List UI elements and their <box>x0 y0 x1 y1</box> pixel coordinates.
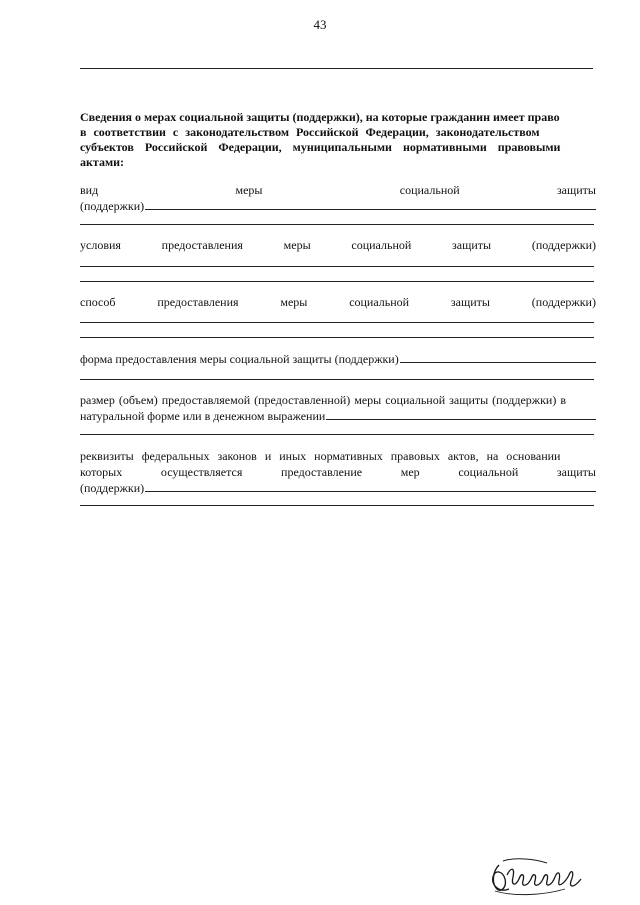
word: защиты <box>452 238 492 252</box>
field-razmer-line1 <box>80 392 596 408</box>
field-rekvizity-line1 <box>80 448 596 464</box>
word: социальной <box>399 183 460 197</box>
signature <box>485 853 585 898</box>
field-rekvizity-line2 <box>80 464 596 480</box>
heading-line-text: субъектов Российской Федерации, муниципальными нормативными правовыми <box>80 140 561 154</box>
header-rule <box>80 68 593 69</box>
field-rekvizity-label-3: (поддержки) <box>80 481 145 495</box>
field-razmer-line2 <box>80 408 596 424</box>
heading-line-text: в соответствии с законодательством Российской Федерации, законодательством <box>80 125 540 139</box>
field-usloviya-line1 <box>80 237 596 253</box>
heading-line <box>80 110 596 125</box>
word: социальной <box>349 295 410 309</box>
heading-line <box>80 125 596 140</box>
word: предоставление <box>281 465 363 479</box>
heading-line-text: Сведения о мерах социальной защиты (поддержки), на которые гражданин имеет право <box>80 110 560 124</box>
field-rekvizity <box>80 448 596 496</box>
word: социальной <box>351 238 412 252</box>
field-vid-extra-line[interactable] <box>80 224 594 225</box>
section-heading <box>80 110 596 170</box>
word: предоставления <box>157 295 239 309</box>
word: осуществляется <box>160 465 243 479</box>
field-razmer-input-line[interactable] <box>326 408 596 420</box>
word: защиты <box>556 465 596 479</box>
field-vid-line2 <box>80 198 596 214</box>
field-vid-line1 <box>80 182 596 198</box>
field-forma-line1 <box>80 351 596 367</box>
word: (поддержки) <box>531 295 596 309</box>
word: защиты <box>556 183 596 197</box>
field-razmer-extra-line[interactable] <box>80 434 594 435</box>
field-razmer <box>80 392 596 424</box>
field-forma <box>80 351 596 367</box>
field-vid-label: (поддержки) <box>80 199 145 213</box>
field-forma-label: форма предоставления меры социальной защиты (поддержки) <box>80 352 399 366</box>
heading-line <box>80 140 596 155</box>
word: мер <box>400 465 420 479</box>
field-rekvizity-line3 <box>80 480 596 496</box>
field-sposob-line1 <box>80 294 596 310</box>
field-usloviya-input-line[interactable] <box>80 266 594 267</box>
field-rekvizity-extra-line[interactable] <box>80 505 594 506</box>
word: защиты <box>450 295 490 309</box>
word: меры <box>280 295 308 309</box>
word: социальной <box>458 465 519 479</box>
word: меры <box>235 183 263 197</box>
heading-line <box>80 155 596 170</box>
word: вид <box>80 183 99 197</box>
field-rekvizity-label: реквизиты федеральных законов и иных нормативных правовых актов, на основании <box>80 449 561 463</box>
field-forma-extra-line[interactable] <box>80 379 594 380</box>
word: (поддержки) <box>531 238 596 252</box>
field-forma-input-line[interactable] <box>400 351 596 363</box>
word: способ <box>80 295 116 309</box>
field-usloviya <box>80 237 596 253</box>
field-sposob-extra-line[interactable] <box>80 337 594 338</box>
word: меры <box>283 238 311 252</box>
field-usloviya-extra-line[interactable] <box>80 281 594 282</box>
field-sposob-input-line[interactable] <box>80 322 594 323</box>
field-razmer-label: размер (объем) предоставляемой (предоставленной) меры социальной защиты (поддержки) в <box>80 393 566 407</box>
field-vid-input-line[interactable] <box>145 198 596 210</box>
word: которых <box>80 465 123 479</box>
page-number: 43 <box>313 17 327 32</box>
field-rekvizity-input-line[interactable] <box>145 480 596 492</box>
field-sposob <box>80 294 596 310</box>
word: предоставления <box>161 238 243 252</box>
heading-line-text: актами: <box>80 155 125 169</box>
field-vid <box>80 182 596 214</box>
field-razmer-label-2: натуральной форме или в денежном выражении <box>80 409 326 423</box>
word: условия <box>80 238 121 252</box>
